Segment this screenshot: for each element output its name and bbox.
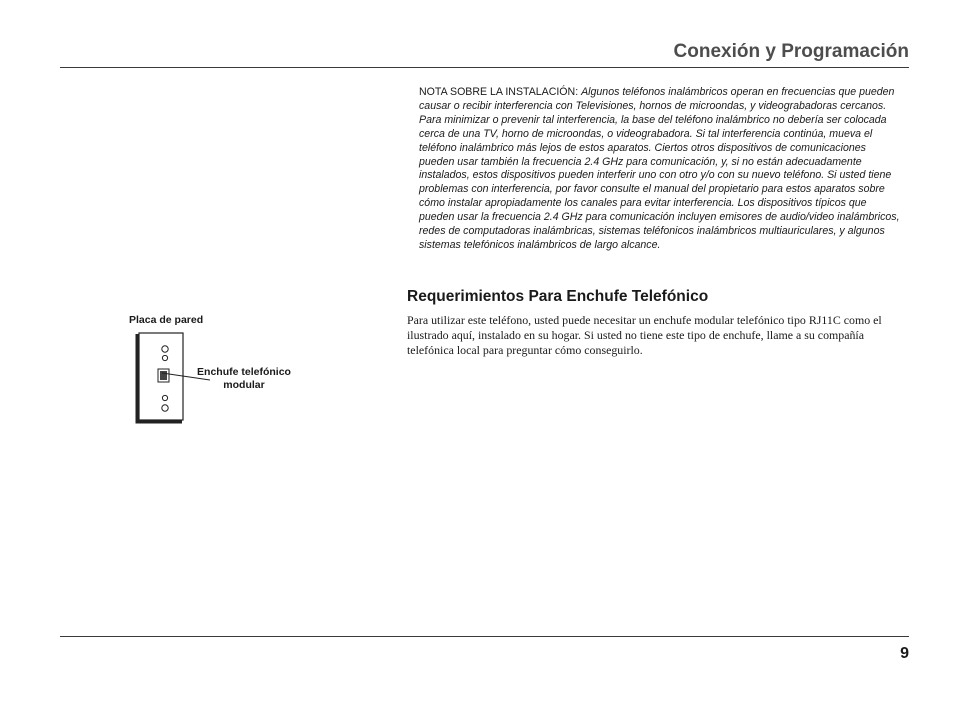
wall-plate-label: Placa de pared [129, 314, 204, 326]
note-body: Algunos teléfonos inalámbricos operan en frecuencias que pueden causar o recibir interferencia con Televisiones, hornos de microondas, y videograbadoras cercanos. Para minimizar o prevenir tal interferencia, la base del teléfono inalámbrico no debería ser colocada cerca de una TV, horno de microondas, o videograbadora. Si tal interferencia continúa, mueva el teléfono inalámbrico más lejos de estos aparatos. Ciertos otros dispositivos de comunicaciones pueden usar también la frecuencia 2.4 GHz para comunicación, y, si no están adecuadamente instalados, estos dispositivos pueden interferir uno con otro y/o con su nuevo teléfono. Si usted tiene problemas con interferencia, por favor consulte el manual del propietario para estos aparatos sobre cómo instalar apropiadamente los canales para evitar interferencia. Los dispositivos típicos que pueden usar la frecuencia 2.4 GHz para comunicación incluyen emisores de audio/video inalámbricos, redes de computadoras inalámbricas, sistemas teléfonicos inalámbricos multiauriculares, y algunos sistemas telefónicos inalámbricos de largo alcance. [419, 86, 900, 251]
page-number: 9 [900, 645, 909, 662]
section-heading: Requerimientos Para Enchufe Telefónico [407, 288, 709, 305]
modular-jack-label-line2: modular [223, 379, 265, 391]
footer-rule [60, 636, 909, 637]
page-title: Conexión y Programación [673, 41, 909, 62]
modular-jack-label-line1: Enchufe telefónico [197, 366, 291, 378]
modular-jack-label [192, 366, 296, 392]
installation-note [419, 86, 901, 253]
section-body: Para utilizar este teléfono, usted puede necesitar un enchufe modular telefónico tipo RJ11C como el ilustrado aquí, instalado en su hogar. Si usted no tiene este tipo de enchufe, llame a su compañía telefónica local para preguntar cómo conseguirlo. [407, 313, 882, 357]
note-label: NOTA SOBRE LA INSTALACIÓN: [419, 86, 579, 98]
header-rule [60, 67, 909, 68]
